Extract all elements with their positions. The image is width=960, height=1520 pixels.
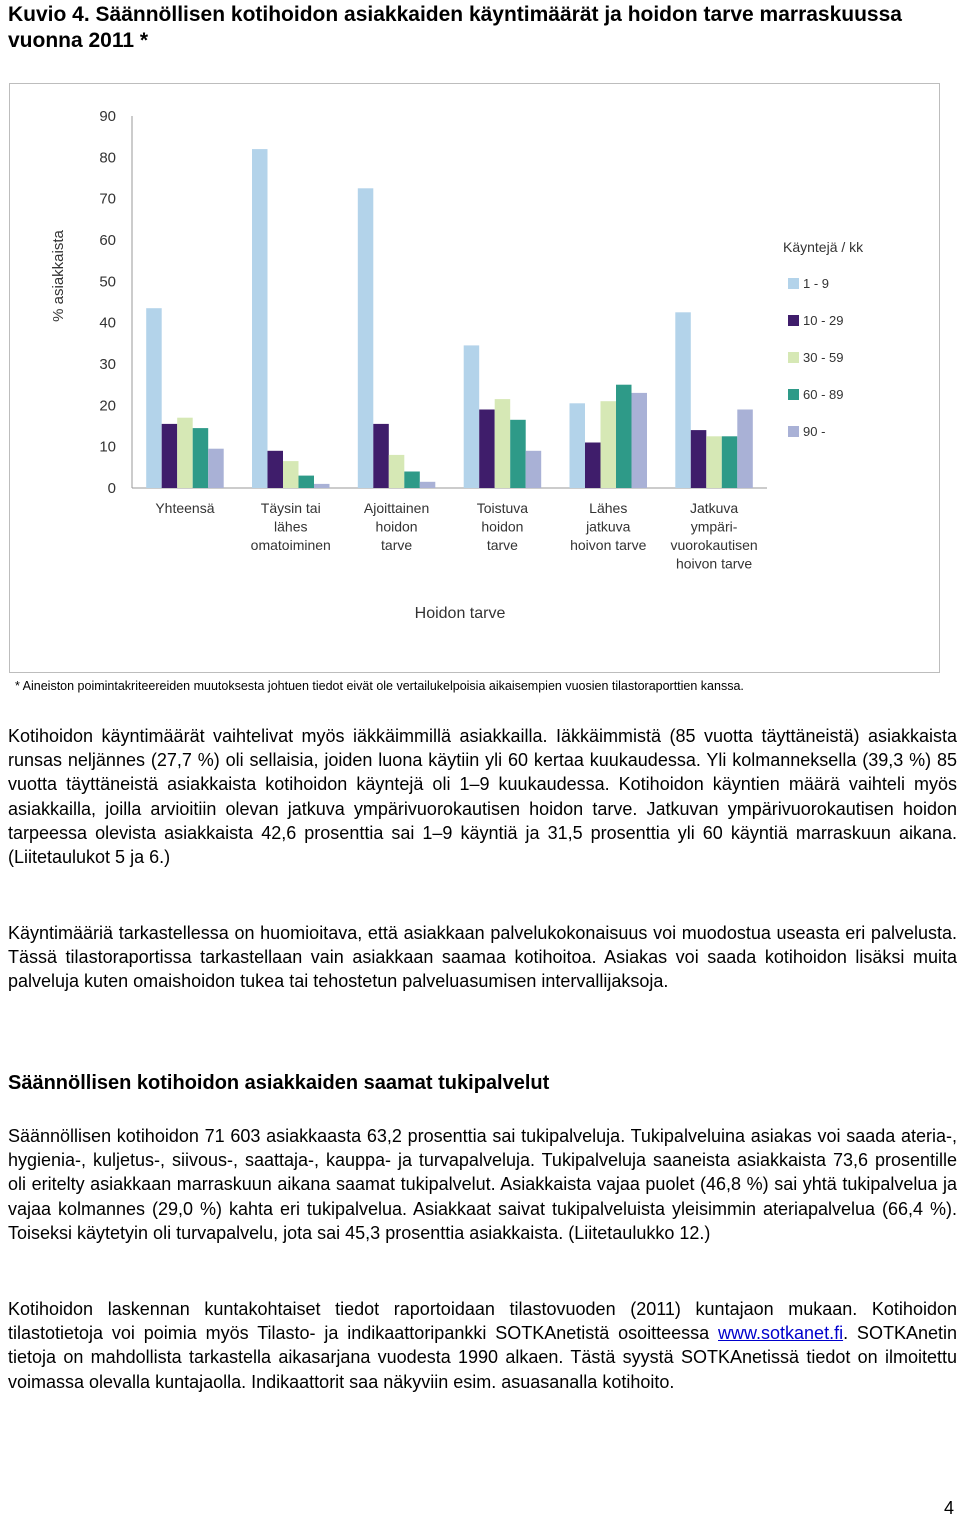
bar: [208, 449, 224, 488]
paragraph-visit-counts: Kotihoidon käyntimäärät vaihtelivat myös iäkkäimmillä asiakkailla. Iäkkäimmistä (85 vuotta täyttäneistä) asiakkaista runsas neljännes (27,7 %) oli sellaisia, joiden luona käytiin yli 60 kertaa kuukaudessa. Yli kolmanneksella (39,3 %) 85 vuotta täyttäneistä asiakkaista kotihoidon käyntejä oli 1–9 kuukaudessa. Kotihoidon käyntien määrä vaihteli myös asiakkailla, joilla arvioitiin olevan jatkuva ympärivuorokautisen hoidon tarve. Jatkuvan ympärivuorokautisen hoidon tarpeessa olevista asiakkaista 42,6 prosenttia sai 1–9 käyntiä ja 31,5 prosenttia yli 60 käyntiä marraskuun aikana. (Liitetaulukot 5 ja 6.): [8, 726, 957, 868]
bar: [162, 424, 178, 488]
x-tick-label: Yhteensä: [155, 500, 215, 516]
legend-label: 10 - 29: [803, 313, 844, 328]
bar: [737, 410, 753, 489]
legend-label: 30 - 59: [803, 350, 844, 365]
y-tick-label: 90: [99, 108, 116, 125]
bar: [479, 410, 495, 489]
bar: [495, 399, 511, 488]
bar: [570, 403, 586, 488]
legend-swatch: [788, 426, 799, 437]
bar: [373, 424, 389, 488]
chart-frame: [9, 83, 940, 673]
bar: [675, 312, 691, 488]
y-tick-label: 60: [99, 232, 116, 249]
bar: [268, 451, 284, 488]
bar: [252, 149, 268, 488]
y-tick-label: 50: [99, 273, 116, 291]
paragraph-text: Kotihoidon laskennan kuntakohtaiset tiedot raportoidaan tilastovuoden (2011) kuntajaon mukaan. Kotihoidon tilastotietoja voi poimia myös Tilasto- ja indikaattoripankki SOTKAnetistä osoitteessa: [8, 1299, 957, 1344]
bar: [526, 451, 542, 488]
x-tick-label: omatoiminen: [250, 537, 331, 553]
legend-swatch: [788, 389, 799, 400]
bar: [510, 420, 526, 488]
x-tick-label: Täysin tai: [260, 500, 321, 516]
legend-swatch: [788, 352, 799, 363]
figure-caption: Kuvio 4. Säännöllisen kotihoidon asiakkaiden käyntimäärät ja hoidon tarve marraskuussa vuonna 2011 *: [8, 3, 902, 52]
legend-swatch: [788, 278, 799, 289]
chart-footnote: * Aineiston poimintakriteereiden muutoksesta johtuen tiedot eivät ole vertailukelpoisia aikaisempien vuosien tilastoraporttien kanssa.: [15, 679, 744, 693]
y-tick-label: 70: [99, 190, 116, 208]
x-tick-label: Lähes: [589, 500, 628, 516]
x-tick-label: lähes: [274, 518, 308, 535]
x-tick-label: Ajoittainen: [363, 500, 430, 516]
legend-label: 1 - 9: [803, 276, 830, 291]
y-tick-label: 20: [99, 397, 116, 415]
sotkanet-link[interactable]: www.sotkanet.fi: [718, 1323, 844, 1344]
x-tick-label: Jatkuva: [689, 500, 739, 516]
x-tick-label: hoivon tarve: [570, 537, 647, 553]
bar: [601, 401, 617, 488]
bar: [691, 430, 707, 488]
paragraph-support-services: Säännöllisen kotihoidon 71 603 asiakkaasta 63,2 prosenttia sai tukipalveluja. Tukipalveluina asiakas voi saada ateria-, hygienia-, kuljetus-, siivous-, saattaja-, kauppa- ja turvapalveluja. Tukipalveluja saaneista asiakkaista 73,6 prosentille oli eritelty asiakkaan marraskuun aikana saamat tukipalvelut. Asiakkaista vajaa puolet (46,8 %) sai yhtä tukipalvelua ja vajaa kolmannes (29,0 %) kahta eri tukipalvelua. Asiakkaat saivat tukipalveluista yleisimmin ateriapalvelua (66,4 %). Toiseksi käytetyin oli turvapalvelu, jota sai 45,3 prosenttia asiakkaista. (Liitetaulukko 12.): [8, 1126, 957, 1243]
bar: [632, 393, 648, 488]
bar: [389, 455, 405, 488]
x-tick-label: hoidon: [481, 518, 524, 535]
x-tick-label: hoivon tarve: [675, 555, 753, 572]
legend-title: Käyntejä / kk: [783, 239, 864, 255]
section-title: Säännöllisen kotihoidon asiakkaiden saamat tukipalvelut: [8, 1072, 550, 1094]
bar: [722, 436, 738, 488]
x-tick-label: vuorokautisen: [670, 537, 758, 553]
bar: [616, 385, 632, 488]
bar: [314, 484, 330, 488]
bar-chart: [10, 84, 939, 672]
page-number: 4: [943, 1498, 954, 1518]
bar: [146, 308, 162, 488]
bar: [299, 476, 315, 488]
paragraph-service-package: Käyntimääriä tarkastellessa on huomioitava, että asiakkaan palvelukokonaisuus voi muodostua useasta eri palvelusta. Tässä tilastoraportissa tarkastellaan vain asiakkaan saamaa kotihoitoa. Asiakas voi saada kotihoidon lisäksi muita palveluja kuten omaishoidon tukea tai tehostetun palveluasumisen intervallijaksoja.: [8, 923, 957, 992]
bar: [193, 428, 209, 488]
bar: [706, 436, 722, 488]
legend-label: 90 -: [803, 424, 826, 439]
y-tick-label: 0: [107, 480, 116, 497]
y-tick-label: 40: [99, 314, 116, 332]
x-tick-label: tarve: [486, 537, 518, 553]
bar: [585, 443, 601, 489]
bar: [420, 482, 436, 488]
bar: [358, 188, 374, 488]
x-tick-label: jatkuva: [586, 518, 631, 535]
bar: [177, 418, 193, 488]
x-axis-label: Hoidon tarve: [414, 605, 506, 622]
x-tick-label: tarve: [381, 537, 413, 553]
x-tick-label: hoidon: [375, 518, 418, 535]
bar: [283, 461, 299, 488]
bar: [464, 345, 480, 488]
y-tick-label: 80: [99, 149, 116, 167]
y-axis-label: % asiakkaista: [50, 230, 67, 322]
paragraph-sotkanet: [8, 1297, 957, 1394]
legend-swatch: [788, 315, 799, 326]
y-tick-label: 10: [99, 438, 116, 456]
bar: [404, 472, 420, 489]
y-tick-label: 30: [99, 356, 116, 373]
legend-label: 60 - 89: [803, 387, 844, 402]
x-tick-label: Toistuva: [476, 500, 529, 516]
x-tick-label: ympäri-: [690, 518, 738, 535]
paragraph-text: . SOTKAnetin tietoja on mahdollista tarkastella aikasarjana vuodesta 1990 alkaen. Tästä syystä SOTKAnetissä tiedot on ilmoitettu voimassa olevalla kuntajaolla. Indikaattorit saa näkyviin esim. asuasanalla kotihoito.: [8, 1323, 957, 1392]
